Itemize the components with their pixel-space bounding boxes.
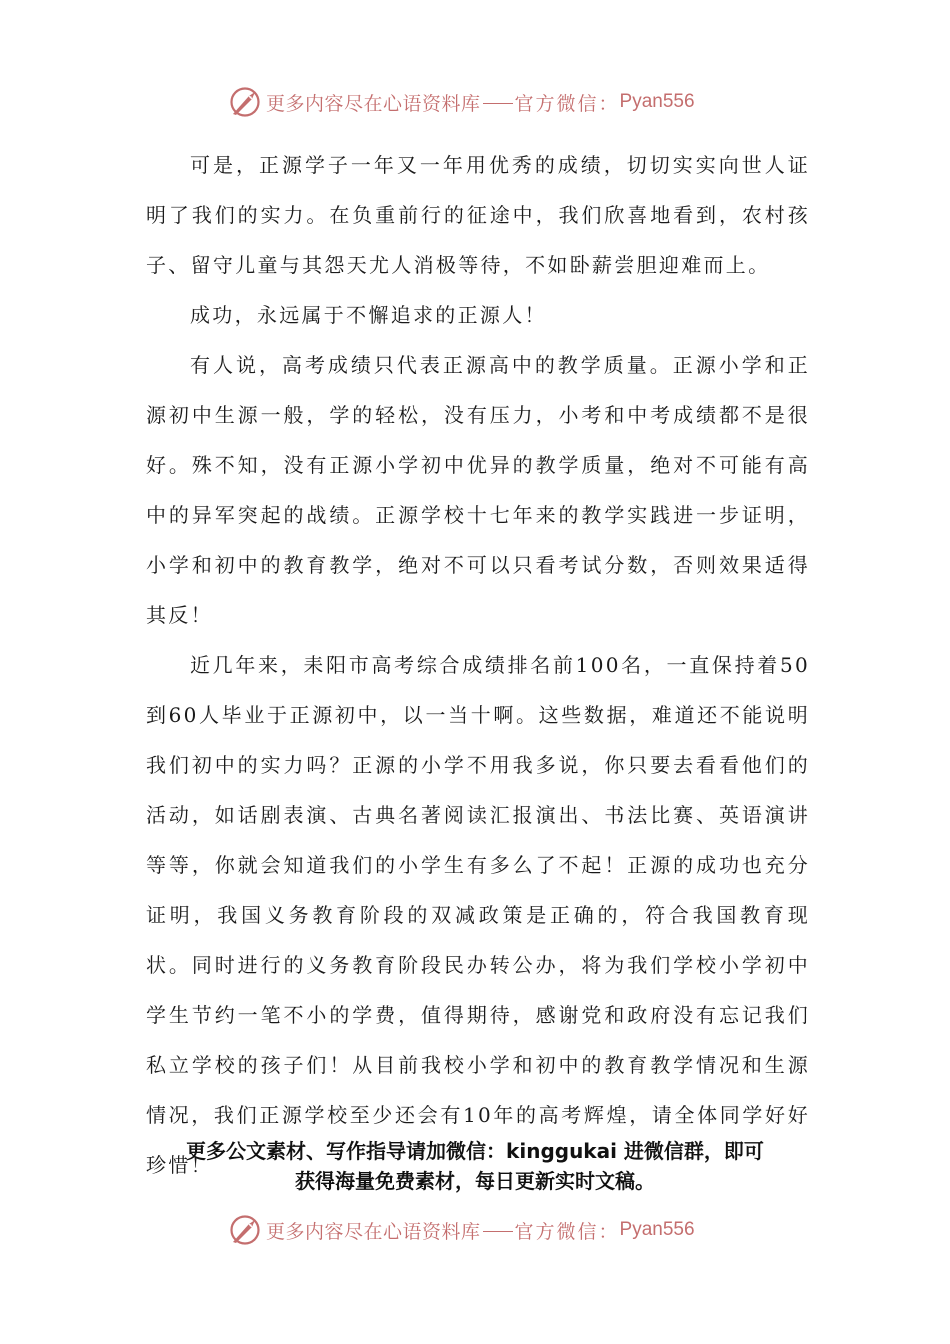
watermark-official-label: 官方微信： [514,92,620,115]
paragraph: 可是，正源学子一年又一年用优秀的成绩，切切实实向世人证明了我们的实力。在负重前行的征途中，我们欣喜地看到，农村孩子、留守儿童与其怨天尤人消极等待，不如卧薪尝胆迎难而上。 [146,153,810,277]
pen-nib-logo-icon [228,85,262,119]
paragraph: 成功，永远属于不懈追求的正源人！ [190,303,547,327]
footer-watermark [228,1210,695,1250]
promo-line-2: 获得海量免费素材，每日更新实时文稿。 [295,1169,655,1193]
watermark-wechat-id: Pyan556 [619,91,695,112]
promo-notice [120,1136,830,1196]
watermark-dash [483,1231,513,1232]
pen-nib-logo-icon [228,1213,262,1247]
watermark-official-label: 官方微信： [514,1220,620,1243]
article-body [146,140,810,1190]
paragraph: 有人说，高考成绩只代表正源高中的教学质量。正源小学和正源初中生源一般，学的轻松，没有压力，小考和中考成绩都不是很好。殊不知，没有正源小学初中优异的教学质量，绝对不可能有高中的异军突起的战绩。正源学校十七年来的教学实践进一步证明，小学和初中的教育教学，绝对不可以只看考试分数，否则效果适得其反！ [146,353,810,627]
watermark-brand: 更多内容尽在心语资料库 [266,92,481,115]
watermark-brand: 更多内容尽在心语资料库 [266,1220,481,1243]
watermark-dash [483,103,513,104]
promo-line-1: 更多公文素材、写作指导请加微信：kinggukai 进微信群，即可 [186,1139,764,1163]
header-watermark [228,82,695,122]
paragraph: 近几年来，耒阳市高考综合成绩排名前100名，一直保持着50到60人毕业于正源初中，以一当十啊。这些数据，难道还不能说明我们初中的实力吗？正源的小学不用我多说，你只要去看看他们的活动，如话剧表演、古典名著阅读汇报演出、书法比赛、英语演讲等等，你就会知道我们的小学生有多么了不起！正源的成功也充分证明，我国义务教育阶段的双减政策是正确的，符合我国教育现状。同时进行的义务教育阶段民办转公办，将为我们学校小学初中学生节约一笔不小的学费，值得期待，感谢党和政府没有忘记我们私立学校的孩子们！从目前我校小学和初中的教育教学情况和生源情况，我们正源学校至少还会有10年的高考辉煌，请全体同学好好珍惜！ [146,653,810,1177]
watermark-wechat-id: Pyan556 [619,1219,695,1240]
